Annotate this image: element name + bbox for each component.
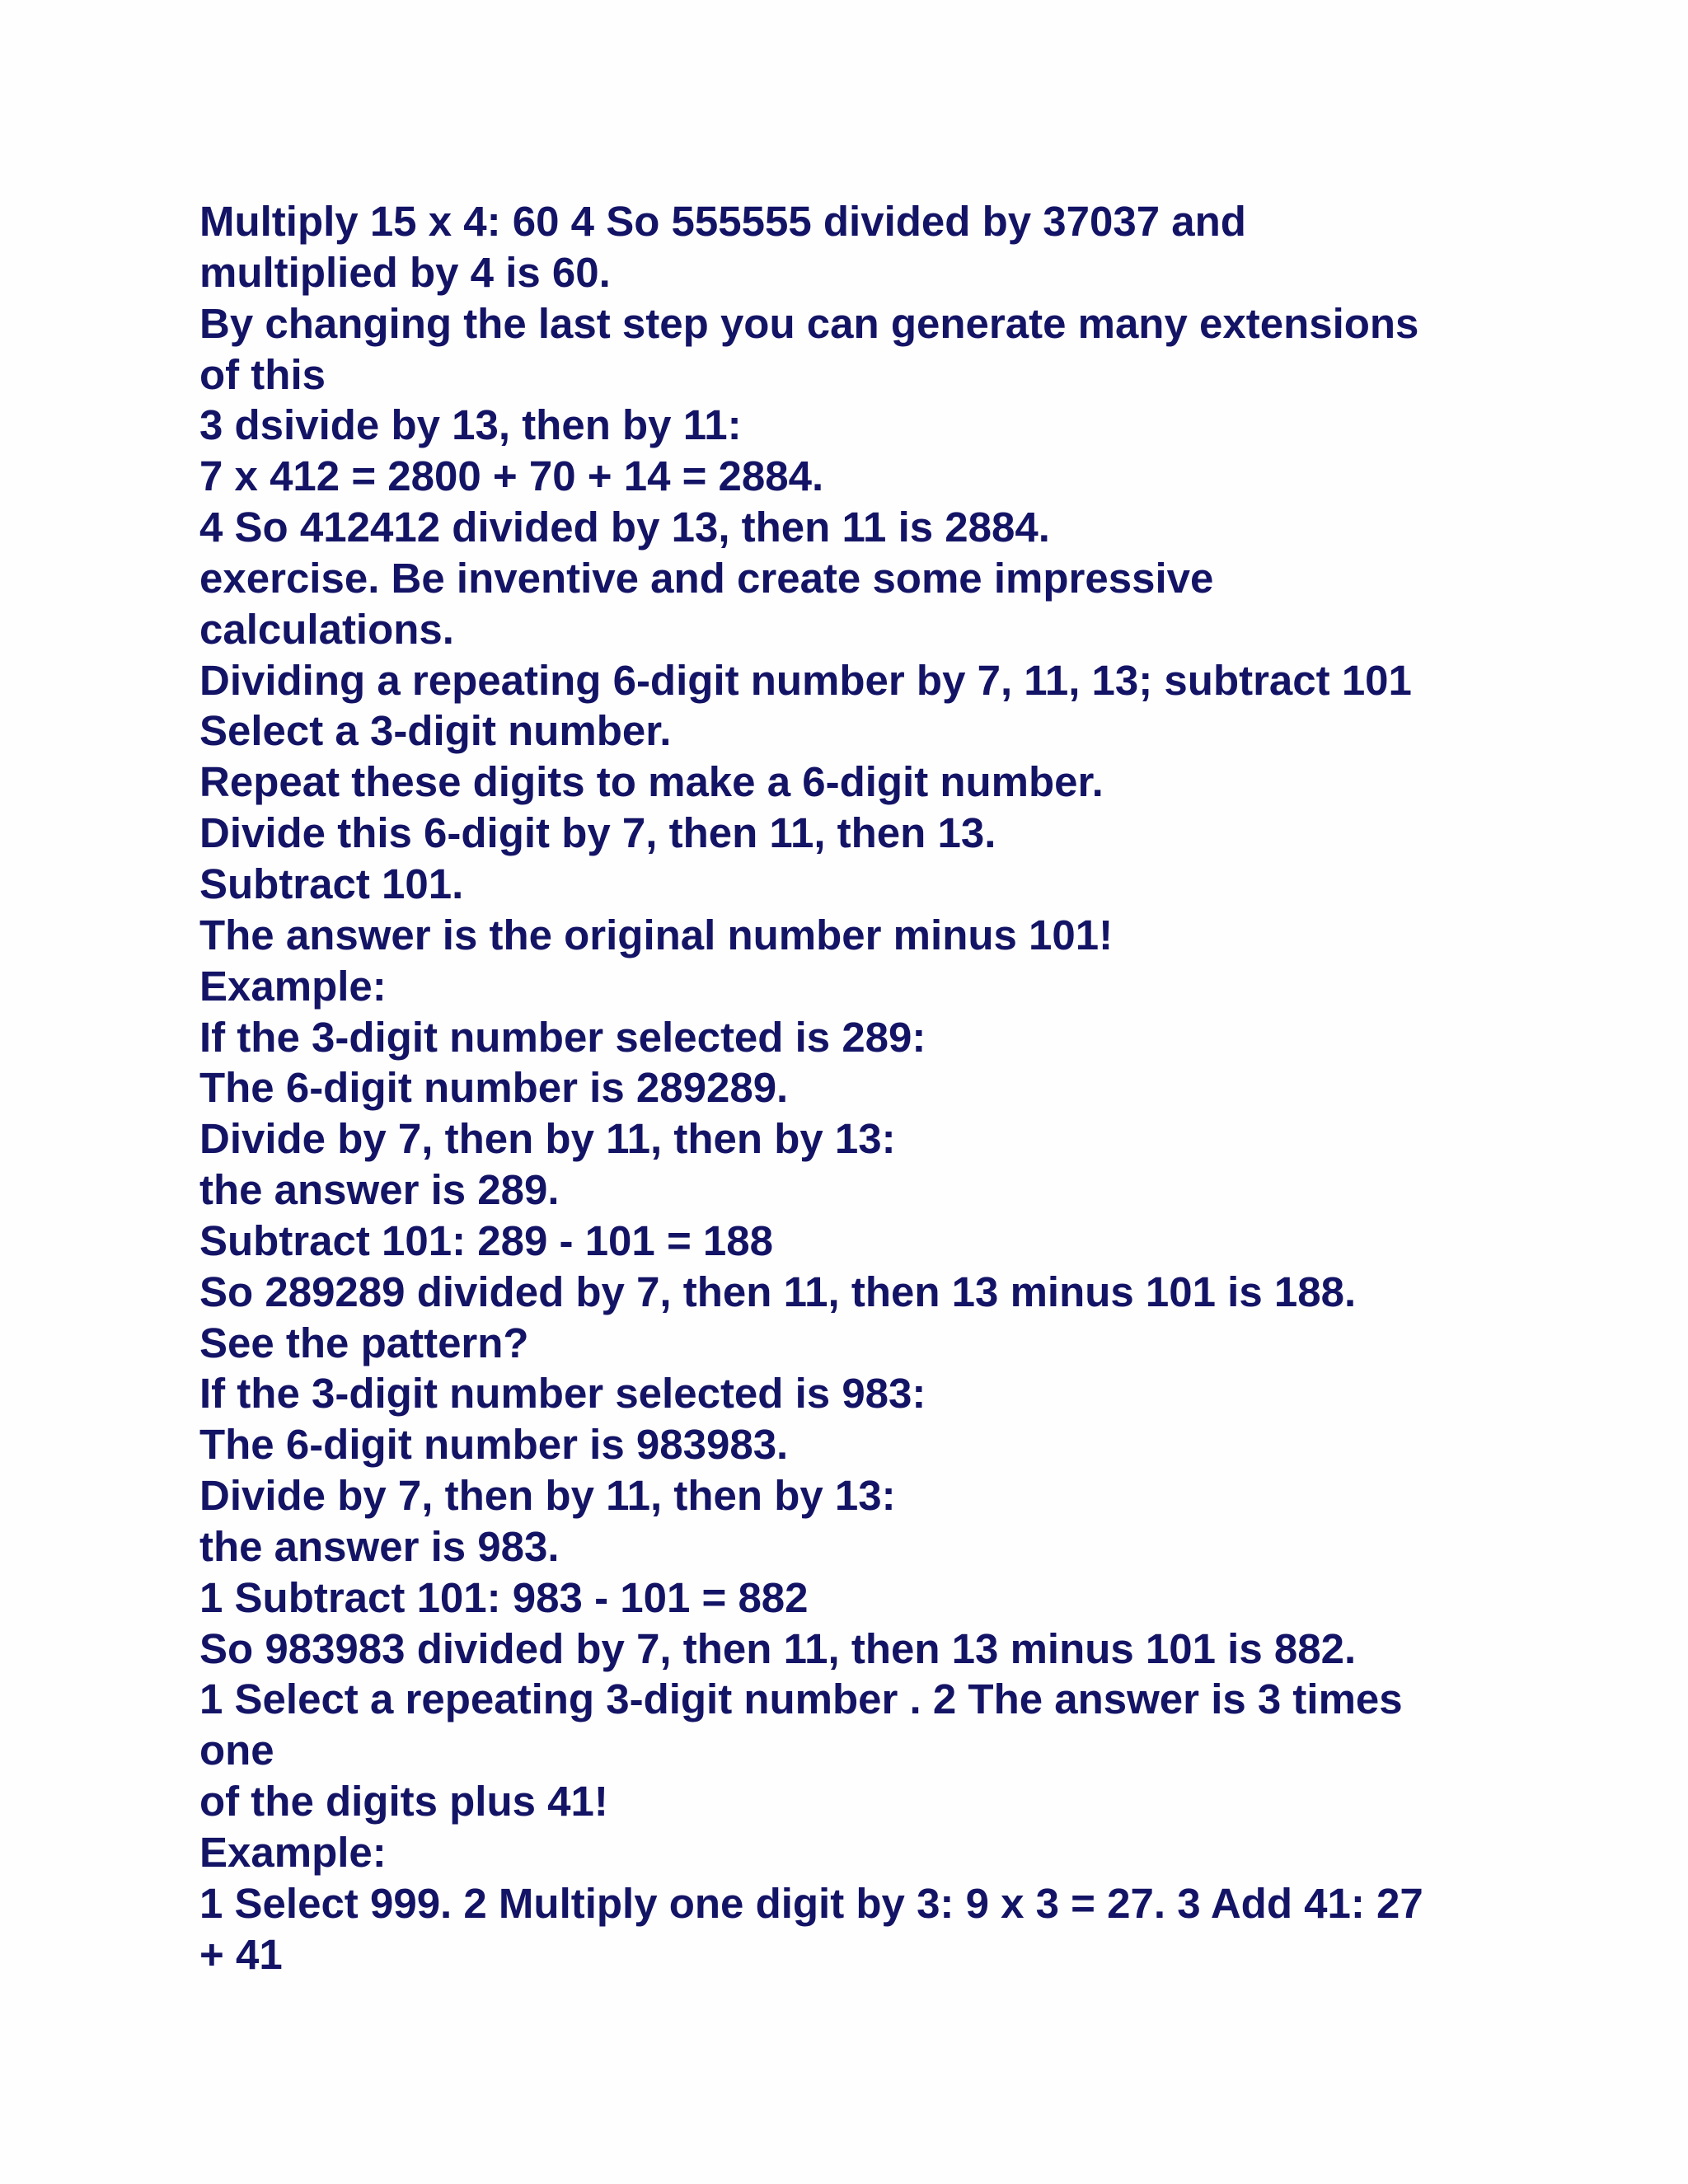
text-line: Divide by 7, then by 11, then by 13: [199,1472,896,1520]
text-line: of this [199,350,326,398]
text-line: multiplied by 4 is 60. [199,248,611,296]
text-line: calculations. [199,605,454,653]
text-line: + 41 [199,1930,283,1978]
example-label: Example: [199,1829,387,1876]
text-line: 1 Select a repeating 3-digit number . 2 The answer is 3 times [199,1675,1403,1723]
text-line: the answer is 289. [199,1166,560,1214]
text-line: Repeat these digits to make a 6-digit number. [199,758,1104,806]
text-line: See the pattern? [199,1319,529,1366]
text-line: So 289289 divided by 7, then 11, then 13 minus 101 is 188. [199,1268,1357,1315]
text-line: So 983983 divided by 7, then 11, then 13 minus 101 is 882. [199,1624,1357,1672]
text-line: Subtract 101. [199,860,464,907]
section-heading: Dividing a repeating 6-digit number by 7, 11, 13; subtract 101 [199,656,1412,704]
text-line: exercise. Be inventive and create some impressive [199,554,1214,602]
document-text [199,196,1518,1980]
text-line: If the 3-digit number selected is 289: [199,1013,926,1061]
text-line: 4 So 412412 divided by 13, then 11 is 2884. [199,504,1050,551]
text-line: one [199,1727,274,1774]
text-line: 1 Select 999. 2 Multiply one digit by 3: 9 x 3 = 27. 3 Add 41: 27 [199,1879,1423,1927]
text-line: Divide this 6-digit by 7, then 11, then 13. [199,809,996,857]
text-line: The 6-digit number is 289289. [199,1064,789,1112]
text-line: 7 x 412 = 2800 + 70 + 14 = 2884. [199,452,824,500]
text-line: The 6-digit number is 983983. [199,1421,789,1469]
text-line: the answer is 983. [199,1522,560,1570]
text-line: Divide by 7, then by 11, then by 13: [199,1115,896,1163]
text-line: 1 Subtract 101: 983 - 101 = 882 [199,1573,809,1621]
text-line: Multiply 15 x 4: 60 4 So 555555 divided by 37037 and [199,198,1246,245]
text-line: Select a 3-digit number. [199,707,672,755]
text-line: By changing the last step you can generate many extensions [199,299,1419,347]
example-label: Example: [199,962,387,1010]
text-line: 3 dsivide by 13, then by 11: [199,401,742,449]
text-line: Subtract 101: 289 - 101 = 188 [199,1216,773,1264]
text-line: If the 3-digit number selected is 983: [199,1370,926,1418]
text-line: The answer is the original number minus 101! [199,911,1114,958]
text-line: of the digits plus 41! [199,1778,608,1825]
